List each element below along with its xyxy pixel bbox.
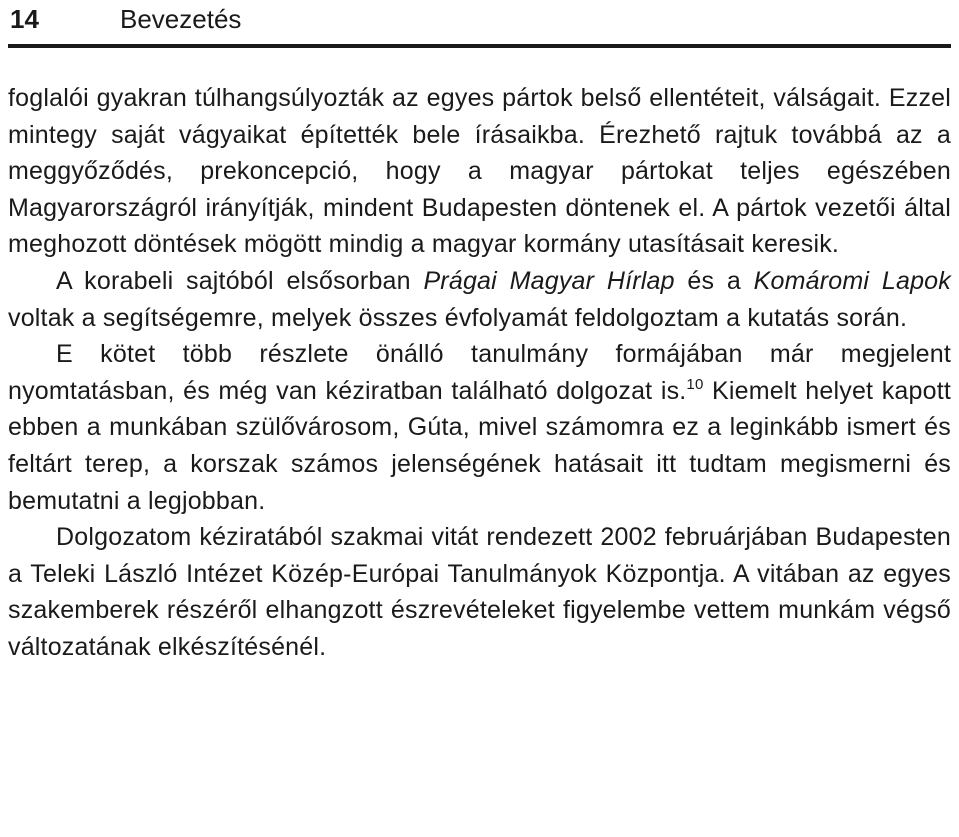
paragraph-2-text-b: és a <box>674 266 754 295</box>
paragraph-1-text: foglalói gyakran túlhangsúlyozták az egyes pártok belső ellentéteit, válságait. Ezzel mintegy saját vágyaikat építették bele írásaikba. Érezhető rajtuk továbbá az a meggyőződés, prekoncepció, hogy a magyar pártokat teljes egészében Magyarországról irányítják, mindent Budapesten döntenek el. A pártok vezetői által meghozott döntések mögött mindig a magyar kormány utasításait keresik. <box>8 84 951 259</box>
page-number: 14 <box>10 4 39 34</box>
paragraph-3 <box>8 336 951 519</box>
paragraph-2-text-a: A korabeli sajtóból elsősorban <box>56 266 424 295</box>
running-header <box>8 0 951 48</box>
header-rule <box>8 44 951 48</box>
body-text <box>8 80 951 666</box>
paragraph-2-text-c: voltak a segítségemre, melyek összes évfolyamát feldolgoztam a kutatás során. <box>8 303 908 332</box>
paragraph-4-text: Dolgozatom kéziratából szakmai vitát rendezett 2002 februárjában Budapesten a Teleki László Intézet Közép-Európai Tanulmányok Központja. A vitában az egyes szakemberek részéről elhangzott észrevételeket figyelembe vettem munkám végső változatának elkészítésénél. <box>8 523 951 661</box>
paragraph-2 <box>8 263 951 336</box>
publication-title-2: Komáromi Lapok <box>753 266 951 295</box>
paragraph-3-text-b: Kiemelt helyet kapott ebben a munkában szülővárosom, Gúta, mivel számomra ez a leginkább ismert és feltárt terep, a korszak számos jelenségének hatásait itt tudtam megismerni és bemutatni a legjobban. <box>8 376 951 515</box>
paragraph-4 <box>8 519 951 665</box>
chapter-title: Bevezetés <box>120 4 242 34</box>
footnote-marker: 10 <box>686 375 704 393</box>
publication-title-1: Prágai Magyar Hírlap <box>423 266 675 295</box>
paragraph-1 <box>8 80 951 263</box>
paragraph-3-text-a: E kötet több részlete önálló tanulmány formájában már megjelent nyomtatásban, és még van kéziratban található dolgozat is. <box>8 340 951 405</box>
